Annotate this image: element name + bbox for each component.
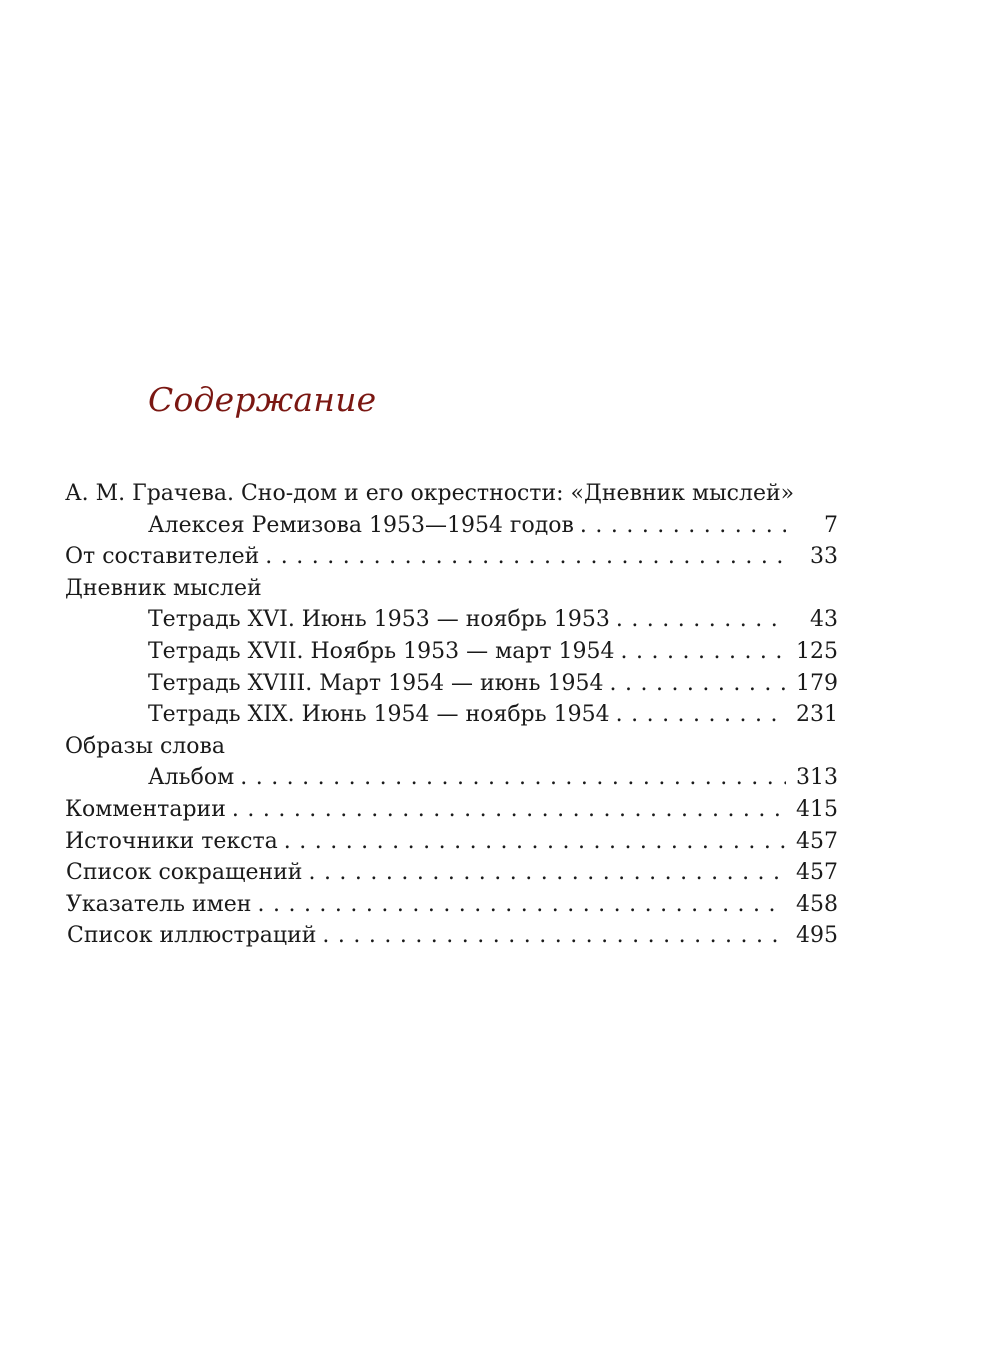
dot-leader: [284, 826, 786, 858]
toc-entry-notebook-xvii[interactable]: [65, 636, 838, 668]
toc-page-number: 33: [810, 544, 838, 570]
toc-page-number: 43: [810, 607, 838, 633]
toc-entry-title: Алексея Ремизова 1953—1954 годов: [148, 512, 574, 538]
dot-leader: [265, 541, 786, 573]
toc-section-images-of-word: [65, 731, 838, 763]
toc-entry-album[interactable]: [65, 762, 838, 794]
toc-entry-title: А. М. Грачева. Сно-дом и его окрестности: «Дневник мыслей»: [65, 481, 795, 506]
toc-entry-grachova-essay-line2[interactable]: [65, 510, 838, 542]
toc-page-number: 458: [796, 891, 838, 917]
toc-entry-text-sources[interactable]: [65, 826, 838, 858]
toc-page-number: 313: [796, 765, 838, 791]
toc-entry-title: Список сокращений: [66, 860, 303, 886]
toc-section-diary: [65, 573, 838, 605]
dot-leader: [240, 762, 786, 794]
toc-page-number: 457: [796, 860, 838, 886]
dot-leader: [232, 794, 786, 826]
dot-leader: [580, 510, 786, 542]
toc-page-number: 495: [796, 923, 838, 949]
page-title: Содержание: [148, 380, 377, 419]
toc-entry-from-compilers[interactable]: [65, 541, 838, 573]
toc-entry-notebook-xvi[interactable]: [65, 604, 838, 636]
toc-entry-title: Источники текста: [65, 828, 278, 854]
toc-entry-title: Указатель имен: [66, 891, 252, 917]
dot-leader: [322, 920, 786, 952]
toc-entry-name-index[interactable]: [65, 889, 838, 921]
toc-section-title: Дневник мыслей: [65, 575, 262, 601]
toc-entry-title: Тетрадь XVII. Ноябрь 1953 — март 1954: [148, 638, 615, 664]
toc-entry-title: Комментарии: [65, 796, 226, 822]
toc-entry-title: Альбом: [148, 765, 235, 791]
toc-entry-title: Список иллюстраций: [67, 923, 317, 949]
toc-entry-notebook-xviii[interactable]: [65, 668, 838, 700]
toc-entry-title: Тетрадь XVIII. Март 1954 — июнь 1954: [148, 670, 604, 696]
toc-entry-abbreviations[interactable]: [65, 857, 838, 889]
dot-leader: [610, 668, 787, 700]
toc-page-number: 125: [796, 638, 838, 664]
toc-entry-title: Тетрадь XIX. Июнь 1954 — ноябрь 1954: [148, 702, 610, 728]
toc-page-number: 179: [796, 670, 838, 696]
dot-leader: [616, 604, 786, 636]
toc-entry-title: Тетрадь XVI. Июнь 1953 — ноябрь 1953: [148, 607, 610, 633]
toc-entry-notebook-xix[interactable]: [65, 699, 838, 731]
toc-entry-title: От составителей: [65, 544, 260, 570]
toc-entry-illustrations[interactable]: [65, 920, 838, 952]
dot-leader: [257, 889, 786, 921]
toc-entry-commentary[interactable]: [65, 794, 838, 826]
dot-leader: [308, 857, 786, 889]
table-of-contents: [65, 478, 838, 952]
dot-leader: [616, 699, 786, 731]
toc-page-number: 7: [824, 512, 838, 538]
dot-leader: [621, 636, 786, 668]
toc-page-number: 231: [796, 702, 838, 728]
toc-page-number: 457: [796, 828, 838, 854]
toc-section-title: Образы слова: [65, 733, 226, 759]
toc-page-number: 415: [796, 796, 838, 822]
toc-entry-grachova-essay-line1[interactable]: [65, 478, 838, 510]
